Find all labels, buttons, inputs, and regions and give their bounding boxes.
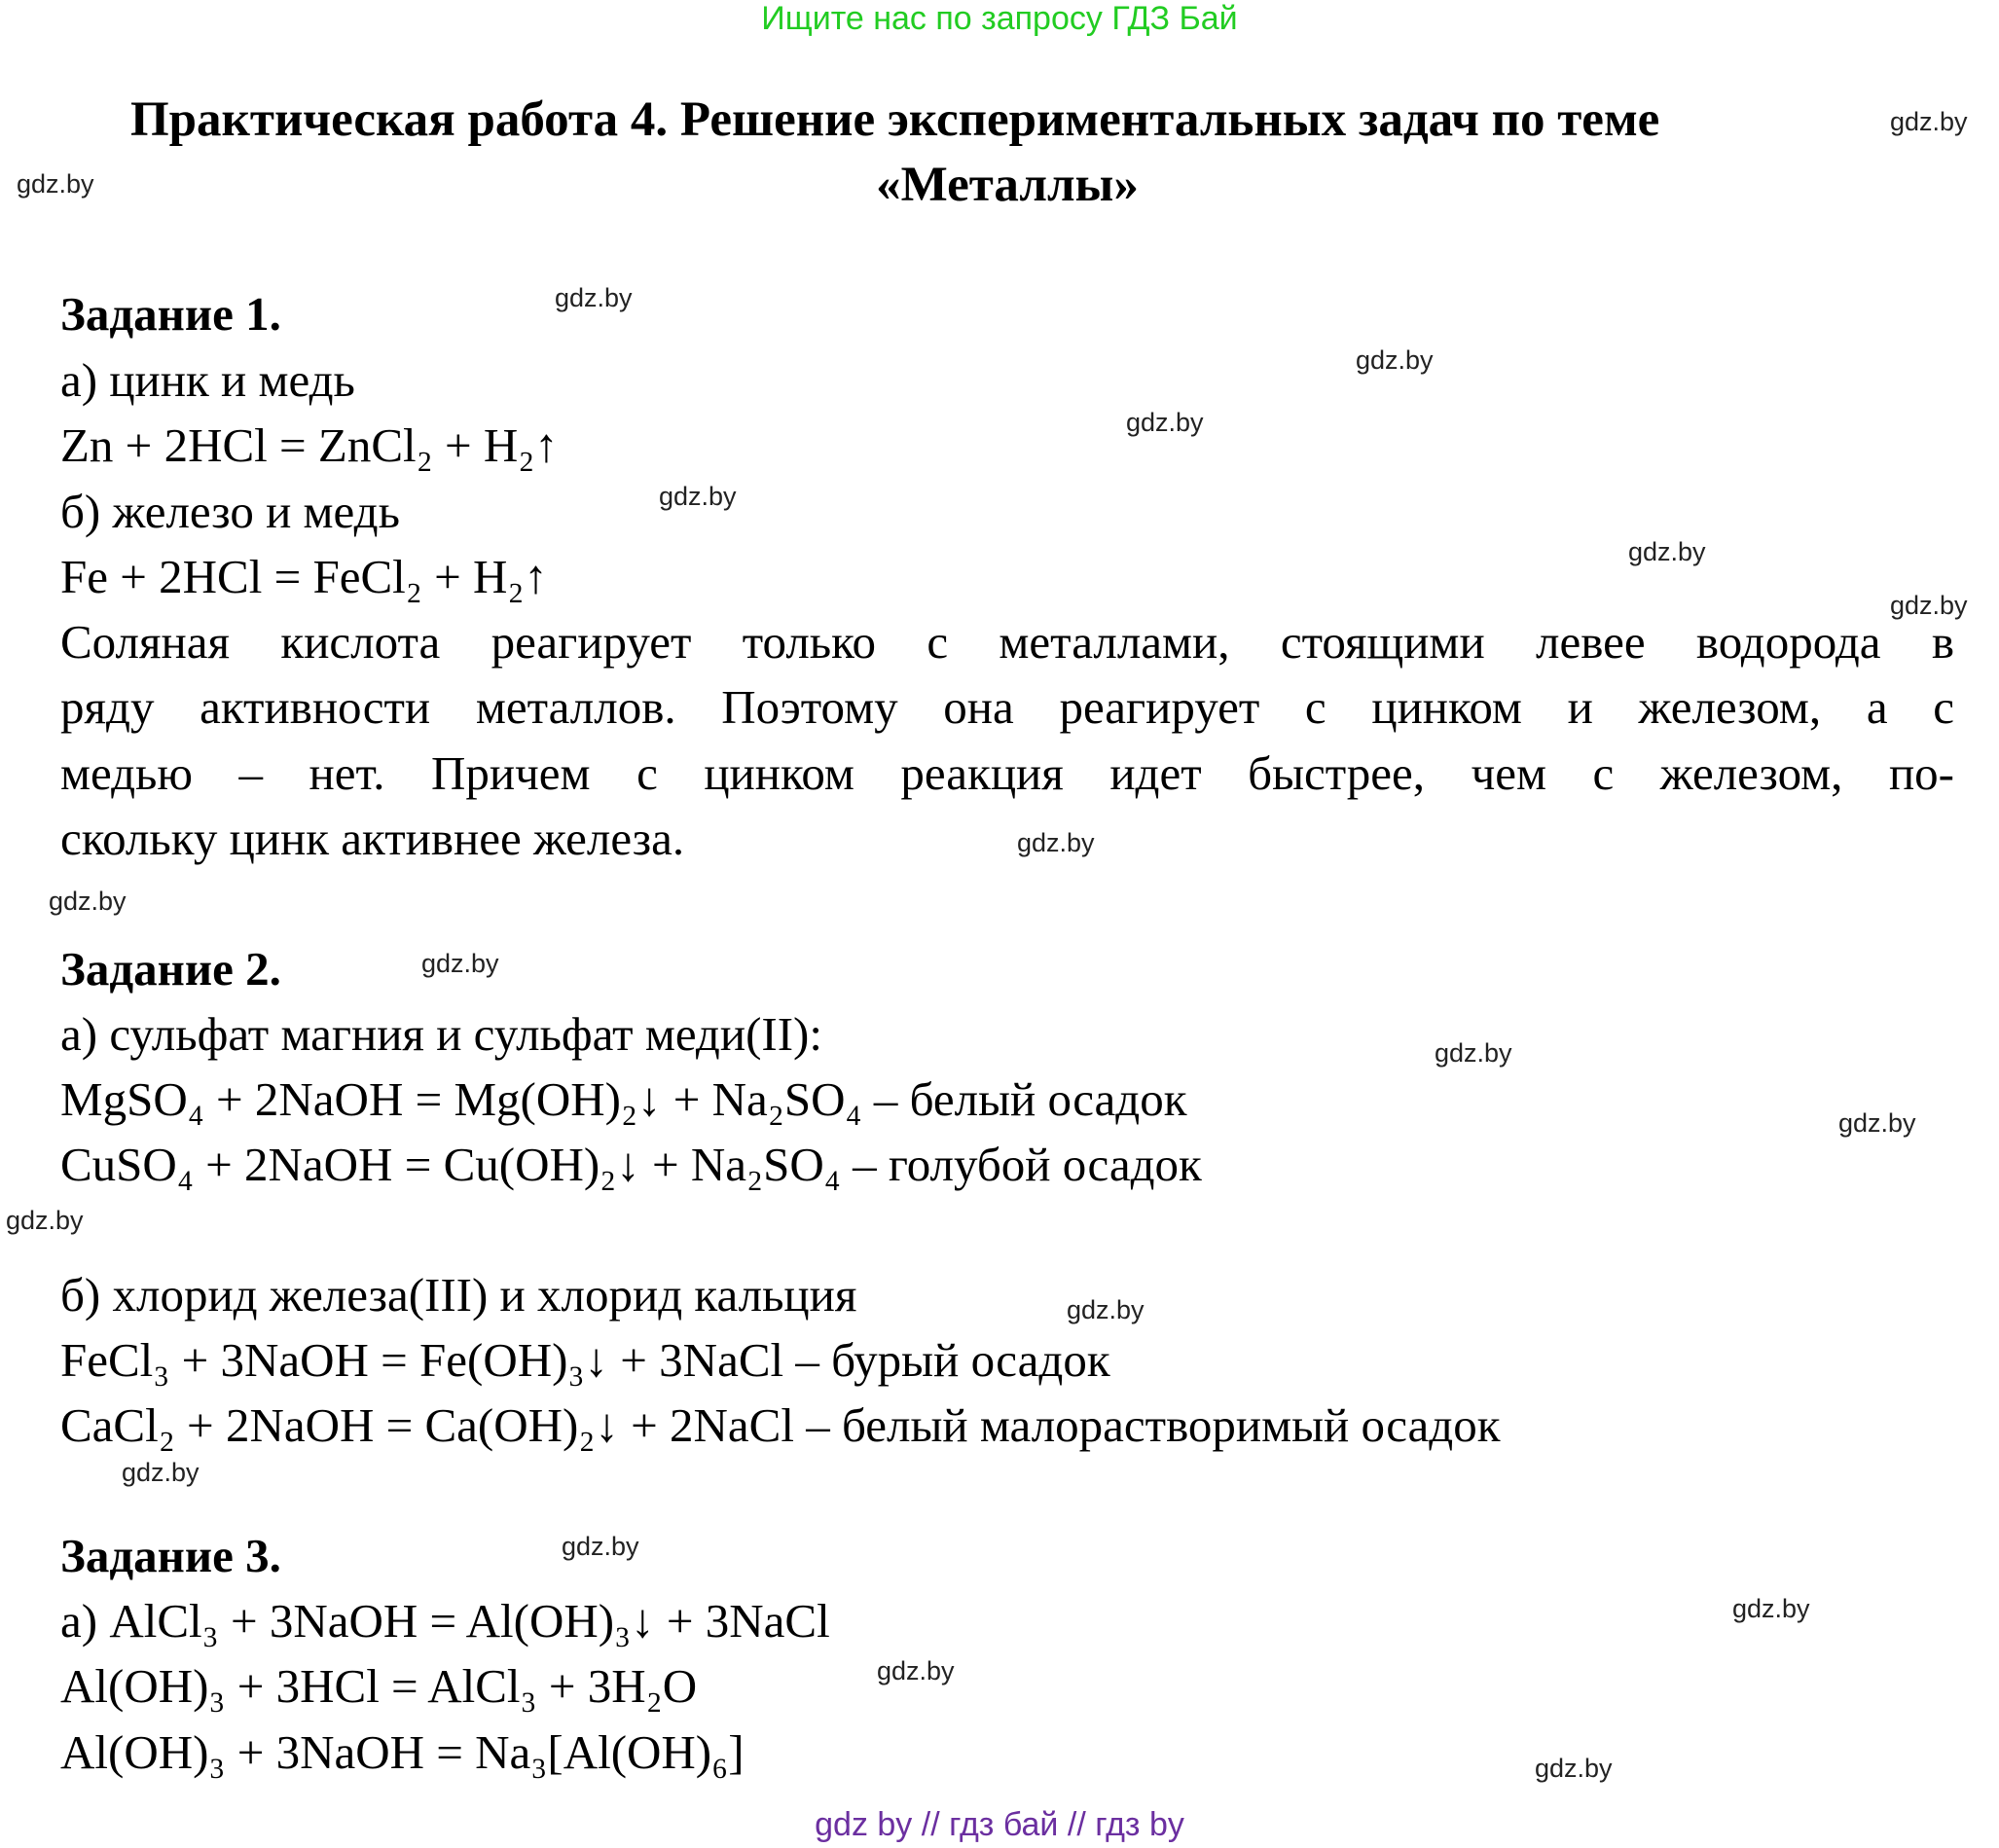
task2-b-label: б) хлорид железа(III) и хлорид кальция: [60, 1268, 857, 1322]
watermark: gdz.by: [1356, 345, 1434, 375]
watermark: gdz.by: [122, 1458, 200, 1487]
task2-a-equation1: MgSO₄ + 2NaOH = Mg(OH)₂↓ + Na₂SO₄ – белый осадок: [60, 1072, 1187, 1126]
watermark: gdz.by: [562, 1532, 639, 1561]
task3-equation2: Al(OH)₃ + 3HCl = AlCl₃ + 3H₂O: [60, 1659, 698, 1713]
task1-heading: Задание 1.: [60, 287, 281, 341]
watermark: gdz.by: [421, 949, 499, 978]
task1-paragraph-line: скольку цинк активнее железа.: [60, 812, 685, 865]
task2-a-label: а) сульфат магния и сульфат меди(II):: [60, 1007, 822, 1061]
watermark: gdz.by: [1435, 1038, 1512, 1068]
watermark: gdz.by: [1628, 537, 1706, 566]
watermark: gdz.by: [6, 1206, 84, 1235]
task3-heading: Задание 3.: [60, 1529, 281, 1582]
watermark: gdz.by: [1890, 591, 1968, 620]
watermark: gdz.by: [1126, 408, 1204, 437]
watermark: gdz.by: [877, 1656, 955, 1685]
task1-b-label: б) железо и медь: [60, 485, 400, 538]
task1-a-label: а) цинк и медь: [60, 353, 355, 407]
page-title-line1: Практическая работа 4. Решение экспериментальных задач по теме: [130, 92, 1660, 147]
task2-a-equation2: CuSO₄ + 2NaOH = Cu(OH)₂↓ + Na₂SO₄ – голубой осадок: [60, 1138, 1202, 1191]
watermark: gdz.by: [1732, 1594, 1810, 1623]
watermark: gdz.by: [1838, 1108, 1916, 1138]
task3-equation3: Al(OH)₃ + 3NaOH = Na₃[Al(OH)₆]: [60, 1725, 745, 1779]
search-banner: Ищите нас по запросу ГДЗ Бай: [761, 0, 1238, 37]
task3-equation1: а) AlCl₃ + 3NaOH = Al(OH)₃↓ + 3NaCl: [60, 1594, 830, 1648]
task2-heading: Задание 2.: [60, 942, 281, 996]
watermark: gdz.by: [49, 887, 127, 916]
watermark: gdz.by: [1890, 107, 1968, 136]
watermark: gdz.by: [1535, 1754, 1613, 1783]
task2-b-equation2: CaCl₂ + 2NaOH = Ca(OH)₂↓ + 2NaCl – белый малорастворимый осадок: [60, 1398, 1501, 1452]
watermark: gdz.by: [659, 482, 737, 511]
footer-links: gdz by // гдз бай // гдз by: [815, 1806, 1184, 1843]
watermark: gdz.by: [555, 283, 633, 312]
watermark: gdz.by: [17, 169, 94, 199]
page-title-line2: «Металлы»: [876, 158, 1139, 212]
task1-paragraph-line: медью – нет. Причем с цинком реакция идет быстрее, чем с железом, по-: [60, 746, 1954, 800]
watermark: gdz.by: [1017, 828, 1095, 857]
task1-b-equation: Fe + 2HCl = FeCl₂ + H₂↑: [60, 550, 548, 603]
watermark: gdz.by: [1067, 1295, 1145, 1324]
task1-a-equation: Zn + 2HCl = ZnCl₂ + H₂↑: [60, 418, 559, 472]
task1-paragraph-line: Соляная кислота реагирует только с металлами, стоящими левее водорода в: [60, 615, 1954, 669]
task2-b-equation1: FeCl₃ + 3NaOH = Fe(OH)₃↓ + 3NaCl – бурый осадок: [60, 1333, 1110, 1387]
task1-paragraph-line: ряду активности металлов. Поэтому она реагирует с цинком и железом, а с: [60, 680, 1954, 734]
